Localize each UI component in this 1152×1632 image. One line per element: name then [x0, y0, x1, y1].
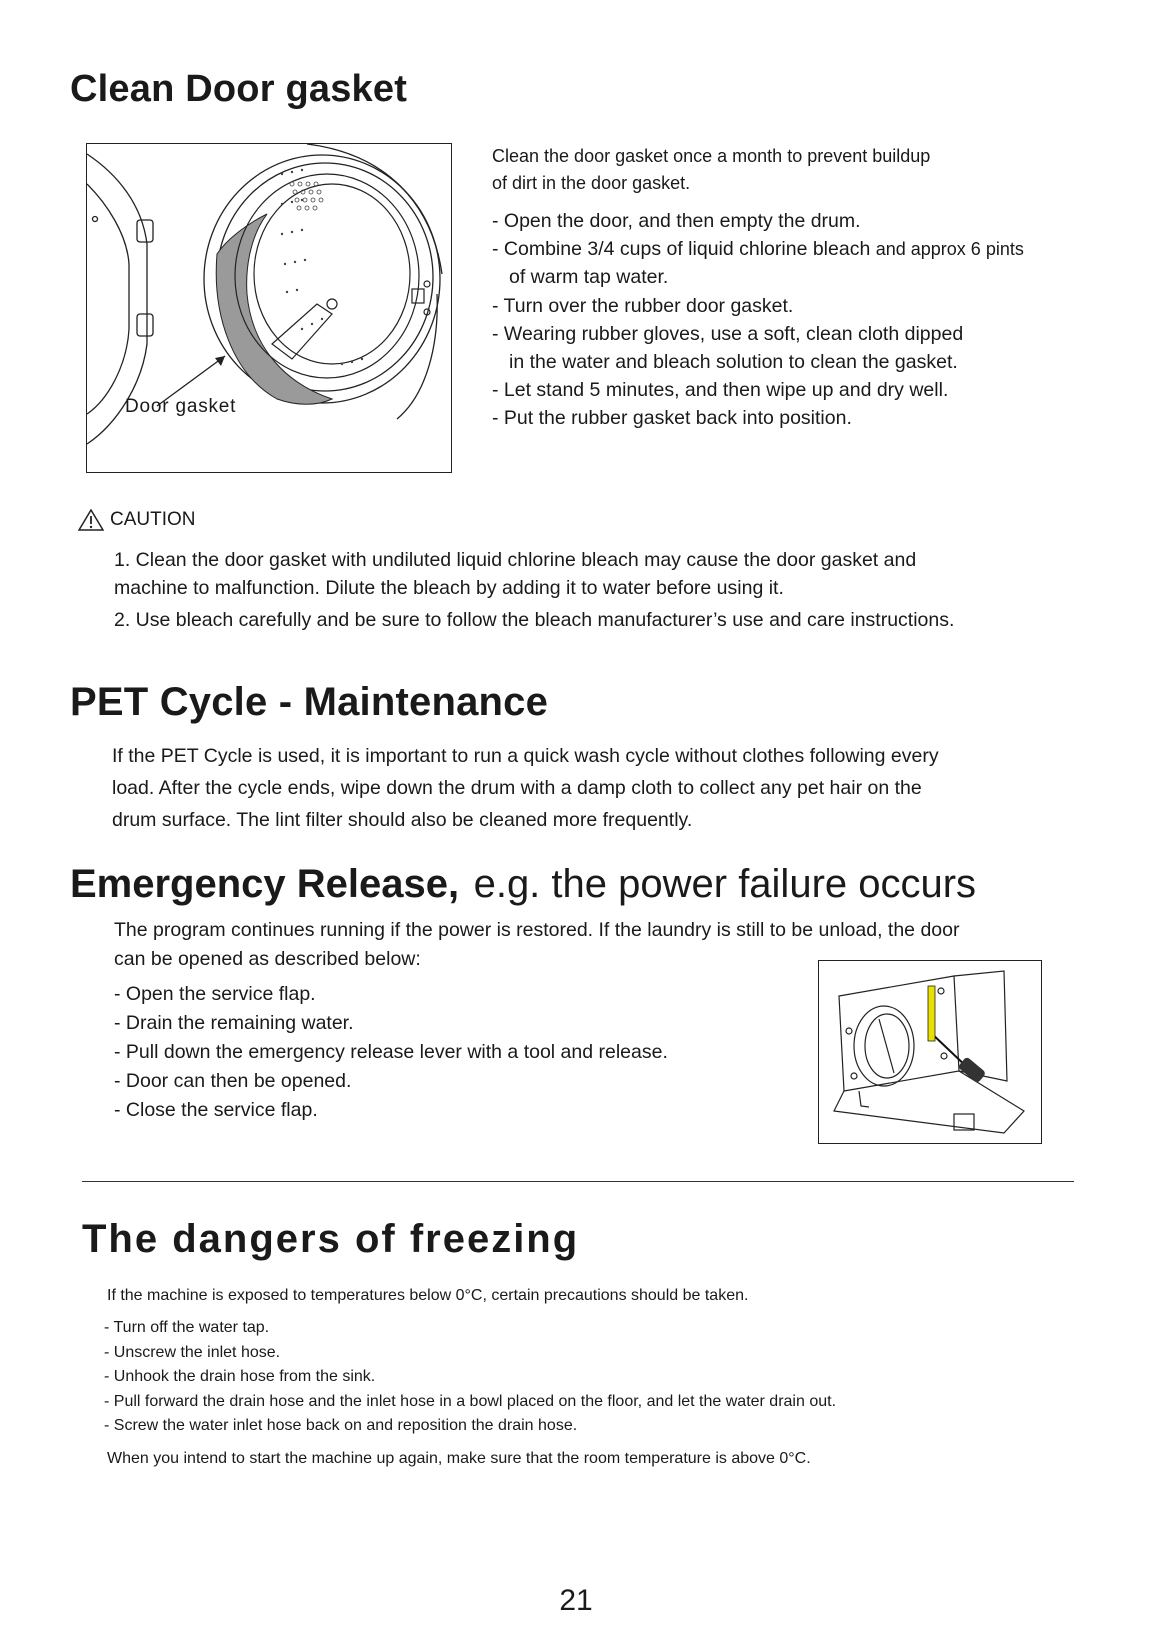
step-item: - Close the service flap.	[114, 1099, 318, 1121]
warning-triangle-icon	[78, 509, 104, 531]
step-item: - Let stand 5 minutes, and then wipe up and dry well.	[492, 379, 949, 402]
emergency-title-bold: Emergency Release,	[70, 862, 460, 906]
caution-item: machine to malfunction. Dilute the bleach by adding it to water before using it.	[114, 577, 784, 599]
step-item: - Turn over the rubber door gasket.	[492, 294, 794, 317]
caution-label: CAUTION	[110, 509, 196, 530]
release-lever-highlight	[928, 986, 935, 1041]
pet-cycle-line: drum surface. The lint filter should also be cleaned more frequently.	[112, 809, 693, 831]
intro-line: Clean the door gasket once a month to prevent buildup	[492, 146, 931, 166]
section-title-emergency-release	[70, 862, 976, 907]
emergency-intro-line: can be opened as described below:	[114, 948, 421, 970]
washer-door-illustration	[87, 144, 450, 471]
step-item: - Wearing rubber gloves, use a soft, clean cloth dipped	[492, 322, 964, 345]
caution-list	[114, 546, 954, 634]
step-item: in the water and bleach solution to clean the gasket.	[509, 351, 958, 374]
clean-gasket-intro	[492, 143, 930, 197]
emergency-title-rest: e.g. the power failure occurs	[473, 862, 977, 906]
step-item: - Turn off the water tap.	[104, 1319, 270, 1336]
door-gasket-label: Door gasket	[125, 396, 237, 417]
freezing-outro: When you intend to start the machine up again, make sure that the room temperature is above 0°C.	[107, 1450, 811, 1467]
step-item: - Open the door, and then empty the drum.	[492, 210, 861, 232]
pet-cycle-body	[112, 740, 939, 836]
emergency-steps	[114, 980, 668, 1125]
emergency-intro-line: The program continues running if the power is restored. If the laundry is still to be unload, the door	[114, 919, 960, 941]
step-item: - Put the rubber gasket back into position.	[492, 407, 852, 430]
step-item: - Drain the remaining water.	[114, 1012, 354, 1034]
step-item: of warm tap water.	[509, 266, 669, 289]
step-item: - Unscrew the inlet hose.	[104, 1343, 281, 1361]
step-item: - Screw the water inlet hose back on and reposition the drain hose.	[104, 1417, 578, 1434]
section-title-clean-door-gasket: Clean Door gasket	[70, 68, 408, 110]
step-item: - Door can then be opened.	[114, 1070, 352, 1092]
section-title-pet-cycle: PET Cycle - Maintenance	[70, 680, 549, 724]
caution-item: 1. Clean the door gasket with undiluted liquid chlorine bleach may cause the door gasket and	[114, 549, 917, 571]
service-flap-illustration	[819, 961, 1040, 1142]
caution-item: 2. Use bleach carefully and be sure to follow the bleach manufacturer’s use and care instructions.	[114, 609, 955, 631]
door-gasket-figure	[86, 143, 452, 473]
service-flap-figure	[818, 960, 1042, 1144]
freezing-intro: If the machine is exposed to temperatures below 0°C, certain precautions should be taken.	[107, 1287, 749, 1304]
step-item: - Unhook the drain hose from the sink.	[104, 1368, 376, 1385]
step-item: - Open the service flap.	[114, 983, 316, 1005]
caution-header	[78, 509, 196, 531]
step-item: - Pull down the emergency release lever with a tool and release.	[114, 1041, 668, 1063]
clean-gasket-steps	[492, 207, 1024, 433]
freezing-steps	[104, 1316, 836, 1439]
section-divider	[82, 1181, 1074, 1182]
intro-line: of dirt in the door gasket.	[492, 173, 691, 193]
step-item: - Combine 3/4 cups of liquid chlorine bleach and approx 6 pints	[492, 238, 1024, 261]
pet-cycle-line: If the PET Cycle is used, it is important to run a quick wash cycle without clothes following every	[112, 745, 939, 767]
section-title-freezing: The dangers of freezing	[82, 1217, 580, 1261]
page-number: 21	[559, 1584, 593, 1617]
step-item: - Pull forward the drain hose and the inlet hose in a bowl placed on the floor, and let the water drain out.	[104, 1392, 837, 1410]
pet-cycle-line: load. After the cycle ends, wipe down the drum with a damp cloth to collect any pet hair on the	[112, 777, 922, 799]
